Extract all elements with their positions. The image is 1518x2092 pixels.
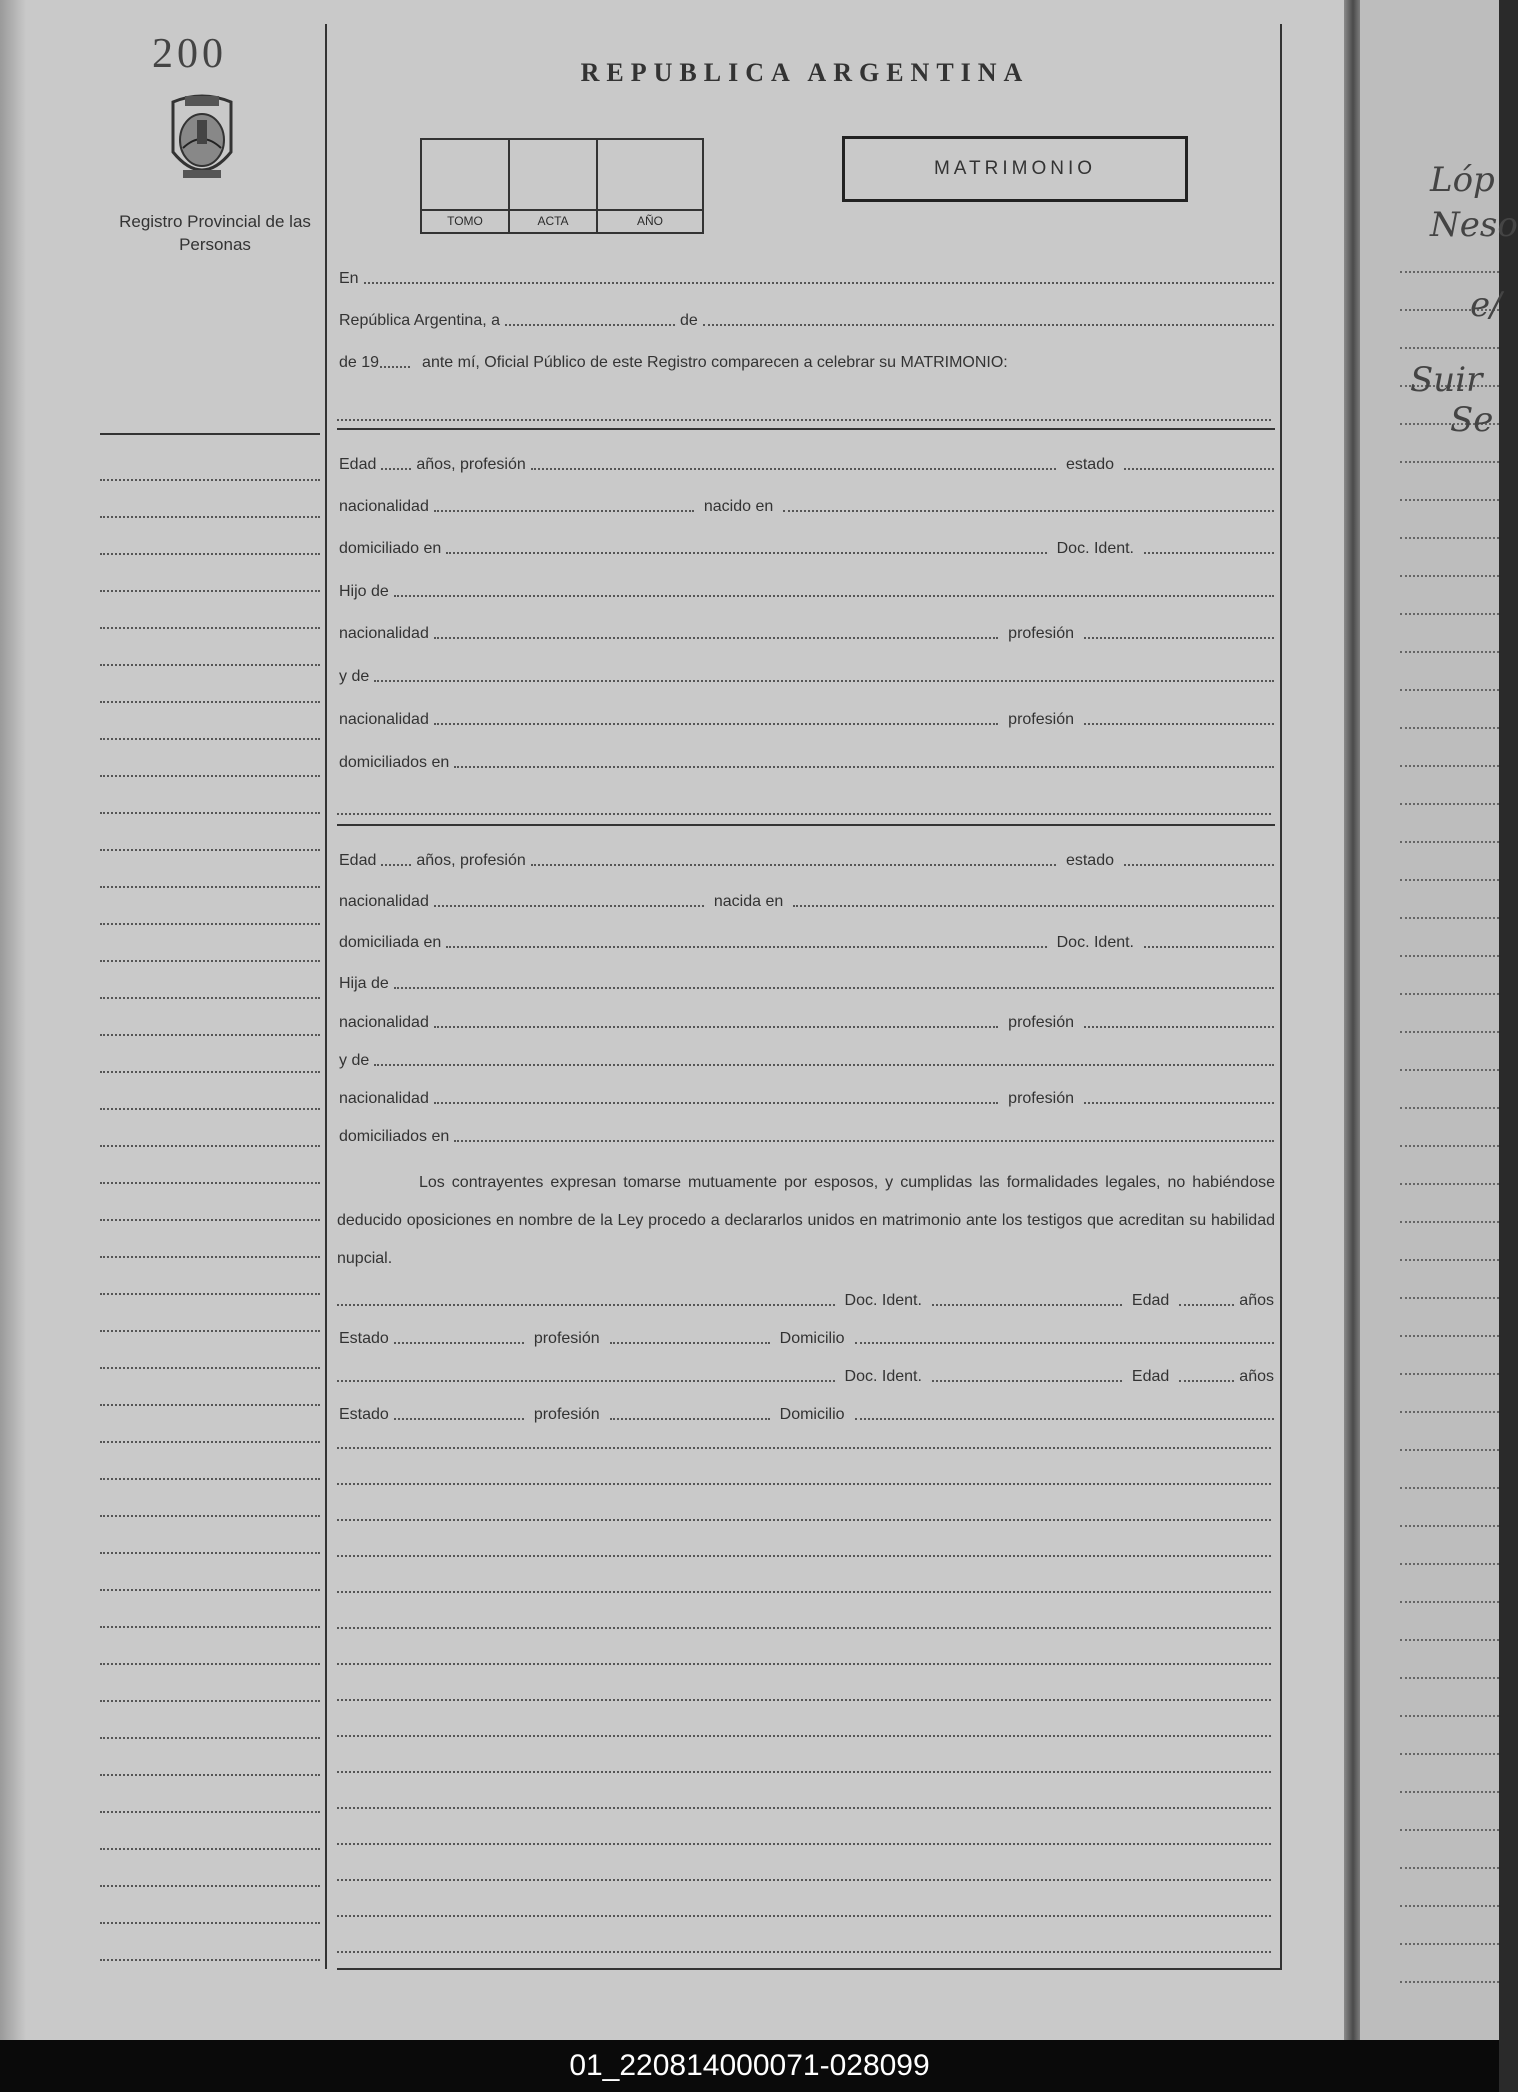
adjacent-line (1400, 650, 1499, 653)
margin-line[interactable] (100, 515, 320, 518)
adjacent-line (1400, 1258, 1499, 1261)
groom-domicilio-label: domiciliado en (339, 540, 442, 557)
republica-label: República Argentina, a (339, 312, 500, 329)
adjacent-line (1400, 270, 1499, 273)
adjacent-line (1400, 536, 1499, 539)
adjacent-line (1400, 1790, 1499, 1793)
witness1-edad-label: Edad (1131, 1292, 1170, 1309)
notes-line[interactable] (337, 1518, 1271, 1521)
margin-line[interactable] (100, 1810, 320, 1813)
notes-line[interactable] (337, 1662, 1271, 1665)
margin-line[interactable] (100, 478, 320, 481)
adjacent-line (1400, 1486, 1499, 1489)
witness2-estado-label: Estado (339, 1406, 389, 1423)
bride-doc-label: Doc. Ident. (1056, 934, 1134, 951)
bride-estado-label: estado (1065, 852, 1114, 869)
groom-father-prof-field[interactable] (1084, 636, 1274, 639)
notes-line[interactable] (337, 1482, 1271, 1485)
witness2-age-field[interactable] (1179, 1379, 1234, 1382)
declaration-text: Los contrayentes expresan tomarse mutuamente por esposos, y cumplidas las formalidades legales, no habiéndose deducido oposiciones en nombre de la Ley procedo a declararlos unidos en matrimonio ante los testigos que acreditan su habilidad nupcial. (337, 1174, 1275, 1267)
bride-nacida-label: nacida en (713, 893, 784, 910)
adjacent-line (1400, 1828, 1499, 1831)
section-rule-1 (337, 428, 1275, 430)
margin-line[interactable] (100, 1736, 320, 1739)
margin-line[interactable] (100, 1477, 320, 1480)
adjacent-line (1400, 954, 1499, 957)
witness2-doc-field[interactable] (932, 1379, 1122, 1382)
witness2-name-field[interactable] (337, 1379, 835, 1382)
groom-nacido-label: nacido en (703, 498, 774, 515)
margin-line[interactable] (100, 1181, 320, 1184)
margin-line[interactable] (100, 700, 320, 703)
notes-line[interactable] (337, 1590, 1271, 1593)
margin-line[interactable] (100, 774, 320, 777)
adjacent-line (1400, 1714, 1499, 1717)
bride-profesion-field[interactable] (531, 863, 1056, 866)
margin-line[interactable] (100, 922, 320, 925)
witness1-domicilio-field[interactable] (855, 1341, 1274, 1344)
groom-father-nac-label: nacionalidad (339, 625, 429, 642)
de-label: de (680, 312, 698, 329)
witness1-doc-label: Doc. Ident. (844, 1292, 922, 1309)
notes-line[interactable] (337, 1446, 1271, 1449)
intro-blank-line[interactable] (337, 418, 1271, 421)
bride-mother-nac-label: nacionalidad (339, 1090, 429, 1107)
groom-father-field[interactable] (394, 594, 1274, 597)
adjacent-note-5: Se (1450, 400, 1494, 440)
adjacent-line (1400, 1334, 1499, 1337)
bride-mother-prof-label: profesión (1008, 1090, 1074, 1107)
adjacent-line (1400, 688, 1499, 691)
groom-blank-line[interactable] (337, 812, 1271, 815)
groom-father-prof-label: profesión (1008, 625, 1074, 642)
provincial-seal-icon (163, 90, 241, 190)
margin-line[interactable] (100, 811, 320, 814)
adjacent-line (1400, 1182, 1499, 1185)
groom-mother-prof-label: profesión (1008, 711, 1074, 728)
right-frame-line (1280, 24, 1282, 1969)
adjacent-line (1400, 992, 1499, 995)
intro-row-year (337, 354, 1274, 372)
adjacent-line (1400, 460, 1499, 463)
bride-row-y-de (337, 1052, 1274, 1070)
margin-line[interactable] (100, 885, 320, 888)
witness2-domicilio-label: Domicilio (779, 1406, 845, 1423)
witness2-edad-label: Edad (1131, 1368, 1170, 1385)
margin-line[interactable] (100, 996, 320, 999)
adjacent-line (1400, 1410, 1499, 1413)
section-rule-2 (337, 824, 1275, 826)
en-label: En (339, 270, 359, 287)
adjacent-line (1400, 726, 1499, 729)
margin-line[interactable] (100, 1107, 320, 1110)
bride-row-father-nac (337, 1014, 1274, 1032)
tomo-cell (422, 140, 510, 232)
notes-line[interactable] (337, 1698, 1271, 1701)
margin-line[interactable] (100, 1847, 320, 1850)
adjacent-line (1400, 1942, 1499, 1945)
adjacent-note-2: Neso (1430, 205, 1518, 245)
margin-line[interactable] (100, 1551, 320, 1554)
adjacent-line (1400, 1068, 1499, 1071)
bride-domicilio-label: domiciliada en (339, 934, 442, 951)
adjacent-page (1360, 0, 1518, 2040)
bride-parents-dom-field[interactable] (454, 1139, 1274, 1142)
adjacent-note-3: e/ (1470, 285, 1502, 325)
witness1-profesion-field[interactable] (610, 1341, 770, 1344)
groom-profesion-field[interactable] (531, 467, 1056, 470)
bride-profesion-label: años, profesión (416, 852, 526, 869)
margin-line[interactable] (100, 589, 320, 592)
bride-row-domiciliados (337, 1128, 1274, 1146)
bride-nacionalidad-label: nacionalidad (339, 893, 429, 910)
adjacent-line (1400, 1144, 1499, 1147)
adjacent-line (1400, 1372, 1499, 1375)
notes-line[interactable] (337, 1842, 1271, 1845)
witness1-profesion-label: profesión (533, 1330, 600, 1347)
groom-row-mother-nac (337, 711, 1274, 729)
bride-domicilio-field[interactable] (446, 945, 1046, 948)
groom-edad-label: Edad (339, 456, 377, 473)
margin-line[interactable] (100, 1033, 320, 1036)
witness1-anos-label: años (1239, 1292, 1274, 1309)
groom-father-nac-field[interactable] (434, 636, 998, 639)
groom-domicilio-field[interactable] (446, 551, 1046, 554)
margin-line[interactable] (100, 1144, 320, 1147)
groom-profesion-label: años, profesión (416, 456, 526, 473)
bride-hija-label: Hija de (339, 975, 389, 992)
margin-line[interactable] (100, 663, 320, 666)
groom-row-domiciliados (337, 754, 1274, 772)
witness2-profesion-label: profesión (533, 1406, 600, 1423)
margin-line[interactable] (100, 1773, 320, 1776)
witness1-estado-label: Estado (339, 1330, 389, 1347)
bride-father-prof-field[interactable] (1084, 1025, 1274, 1028)
bride-row-edad (337, 852, 1274, 870)
scan-footer-id: 01_220814000071-028099 (0, 2040, 1499, 2092)
adjacent-line (1400, 498, 1499, 501)
groom-mother-prof-field[interactable] (1084, 722, 1274, 725)
groom-mother-field[interactable] (374, 679, 1274, 682)
margin-line[interactable] (100, 1070, 320, 1073)
registry-name: Registro Provincial de las Personas (119, 212, 311, 254)
margin-line[interactable] (100, 1292, 320, 1295)
margin-line[interactable] (100, 1403, 320, 1406)
adjacent-note-4: Suir (1410, 360, 1483, 400)
bride-row-hija (337, 975, 1274, 993)
groom-nacionalidad-field[interactable] (434, 509, 694, 512)
witness2-row-id (337, 1368, 1274, 1386)
witness1-row-estado (337, 1330, 1274, 1348)
bride-estado-field[interactable] (1124, 863, 1274, 866)
tomo-label: TOMO (422, 209, 508, 228)
groom-mother-nac-label: nacionalidad (339, 711, 429, 728)
bride-nacida-field[interactable] (793, 904, 1274, 907)
month-field[interactable] (703, 323, 1274, 326)
margin-line[interactable] (100, 1921, 320, 1924)
adjacent-line (1400, 1638, 1499, 1641)
book-reference-box (420, 138, 704, 234)
margin-line[interactable] (100, 959, 320, 962)
margin-line[interactable] (100, 1514, 320, 1517)
adjacent-line (1400, 1676, 1499, 1679)
margin-line[interactable] (100, 1329, 320, 1332)
bride-age-field[interactable] (381, 863, 411, 866)
notes-line[interactable] (337, 1806, 1271, 1809)
witness2-anos-label: años (1239, 1368, 1274, 1385)
groom-nacido-field[interactable] (783, 509, 1274, 512)
en-field[interactable] (364, 281, 1274, 284)
left-frame-line (325, 24, 327, 1969)
adjacent-line (1400, 764, 1499, 767)
notes-line[interactable] (337, 1734, 1271, 1737)
groom-y-de-label: y de (339, 668, 370, 685)
groom-estado-field[interactable] (1124, 467, 1274, 470)
margin-line[interactable] (100, 1699, 320, 1702)
bride-mother-field[interactable] (374, 1063, 1274, 1066)
acta-label: ACTA (510, 209, 596, 228)
adjacent-line (1400, 878, 1499, 881)
groom-row-y-de (337, 668, 1274, 686)
margin-line[interactable] (100, 1366, 320, 1369)
groom-estado-label: estado (1065, 456, 1114, 473)
margin-line[interactable] (100, 1662, 320, 1665)
notes-line[interactable] (337, 1554, 1271, 1557)
groom-row-edad (337, 456, 1274, 474)
margin-line[interactable] (100, 737, 320, 740)
groom-parents-dom-field[interactable] (454, 765, 1274, 768)
groom-age-field[interactable] (381, 467, 411, 470)
groom-nacionalidad-label: nacionalidad (339, 498, 429, 515)
year-field[interactable] (380, 365, 410, 368)
adjacent-line (1400, 346, 1499, 349)
witness2-doc-label: Doc. Ident. (844, 1368, 922, 1385)
ano-cell (598, 140, 702, 232)
ante-mi-text: ante mí, Oficial Público de este Registro comparecen a celebrar su MATRIMONIO: (422, 354, 1008, 371)
groom-parents-dom-label: domiciliados en (339, 754, 450, 771)
record-type-box: MATRIMONIO (842, 136, 1188, 202)
bride-row-mother-nac (337, 1090, 1274, 1108)
adjacent-line (1400, 574, 1499, 577)
adjacent-line (1400, 1030, 1499, 1033)
margin-line[interactable] (100, 1625, 320, 1628)
margin-line[interactable] (100, 1588, 320, 1591)
adjacent-line (1400, 1106, 1499, 1109)
witness1-age-field[interactable] (1179, 1303, 1234, 1306)
bride-y-de-label: y de (339, 1052, 370, 1069)
margin-line[interactable] (100, 848, 320, 851)
witness1-doc-field[interactable] (932, 1303, 1122, 1306)
adjacent-line (1400, 1296, 1499, 1299)
bride-nacionalidad-field[interactable] (434, 904, 704, 907)
bride-doc-field[interactable] (1144, 945, 1274, 948)
adjacent-note-1: Lóp (1430, 160, 1495, 200)
notes-line[interactable] (337, 1914, 1271, 1917)
bride-row-domicilio (337, 934, 1274, 952)
folio-number: 200 (152, 31, 227, 77)
bride-mother-nac-field[interactable] (434, 1101, 998, 1104)
day-field[interactable] (505, 323, 675, 326)
adjacent-line (1400, 1904, 1499, 1907)
bride-mother-prof-field[interactable] (1084, 1101, 1274, 1104)
adjacent-line (1400, 1220, 1499, 1223)
de-19-label: de 19 (339, 354, 380, 371)
adjacent-line (1400, 1448, 1499, 1451)
adjacent-line (1400, 916, 1499, 919)
witness2-row-estado (337, 1406, 1274, 1424)
adjacent-line (1400, 840, 1499, 843)
adjacent-line (1400, 1562, 1499, 1565)
witness1-row-id (337, 1292, 1274, 1310)
intro-row-en (337, 270, 1274, 288)
witness2-domicilio-field[interactable] (855, 1417, 1274, 1420)
bride-edad-label: Edad (339, 852, 377, 869)
witness2-estado-field[interactable] (394, 1417, 524, 1420)
notes-line[interactable] (337, 1878, 1271, 1881)
witness1-domicilio-label: Domicilio (779, 1330, 845, 1347)
adjacent-line (1400, 1866, 1499, 1869)
groom-row-domicilio (337, 540, 1274, 558)
adjacent-line (1400, 612, 1499, 615)
margin-rule (100, 433, 320, 435)
witness2-profesion-field[interactable] (610, 1417, 770, 1420)
groom-row-nacionalidad (337, 498, 1274, 516)
adjacent-line (1400, 802, 1499, 805)
groom-row-hijo (337, 583, 1274, 601)
margin-line[interactable] (100, 1218, 320, 1221)
bride-father-nac-field[interactable] (434, 1025, 998, 1028)
intro-row-date (337, 312, 1274, 330)
bottom-rule (337, 1968, 1282, 1970)
groom-row-father-nac (337, 625, 1274, 643)
notes-line[interactable] (337, 1626, 1271, 1629)
bride-father-nac-label: nacionalidad (339, 1014, 429, 1031)
margin-line[interactable] (100, 1440, 320, 1443)
groom-doc-label: Doc. Ident. (1056, 540, 1134, 557)
ano-label: AÑO (598, 209, 702, 228)
groom-hijo-label: Hijo de (339, 583, 389, 600)
margin-line[interactable] (100, 1884, 320, 1887)
margin-line[interactable] (100, 1255, 320, 1258)
adjacent-line (1400, 1524, 1499, 1527)
groom-doc-field[interactable] (1144, 551, 1274, 554)
adjacent-line (1400, 1600, 1499, 1603)
bride-parents-dom-label: domiciliados en (339, 1128, 450, 1145)
bride-row-nacionalidad (337, 893, 1274, 911)
groom-mother-nac-field[interactable] (434, 722, 998, 725)
notes-line[interactable] (337, 1770, 1271, 1773)
witness1-estado-field[interactable] (394, 1341, 524, 1344)
margin-line[interactable] (100, 626, 320, 629)
margin-line[interactable] (100, 552, 320, 555)
page-edge-shadow (0, 0, 26, 2040)
margin-line[interactable] (100, 1958, 320, 1961)
adjacent-line (1400, 1752, 1499, 1755)
adjacent-line (1400, 1980, 1499, 1983)
bride-father-prof-label: profesión (1008, 1014, 1074, 1031)
witness1-name-field[interactable] (337, 1303, 835, 1306)
notes-line[interactable] (337, 1950, 1271, 1953)
bride-father-field[interactable] (394, 986, 1274, 989)
acta-cell (510, 140, 598, 232)
header-title: REPUBLICA ARGENTINA (580, 58, 1030, 87)
